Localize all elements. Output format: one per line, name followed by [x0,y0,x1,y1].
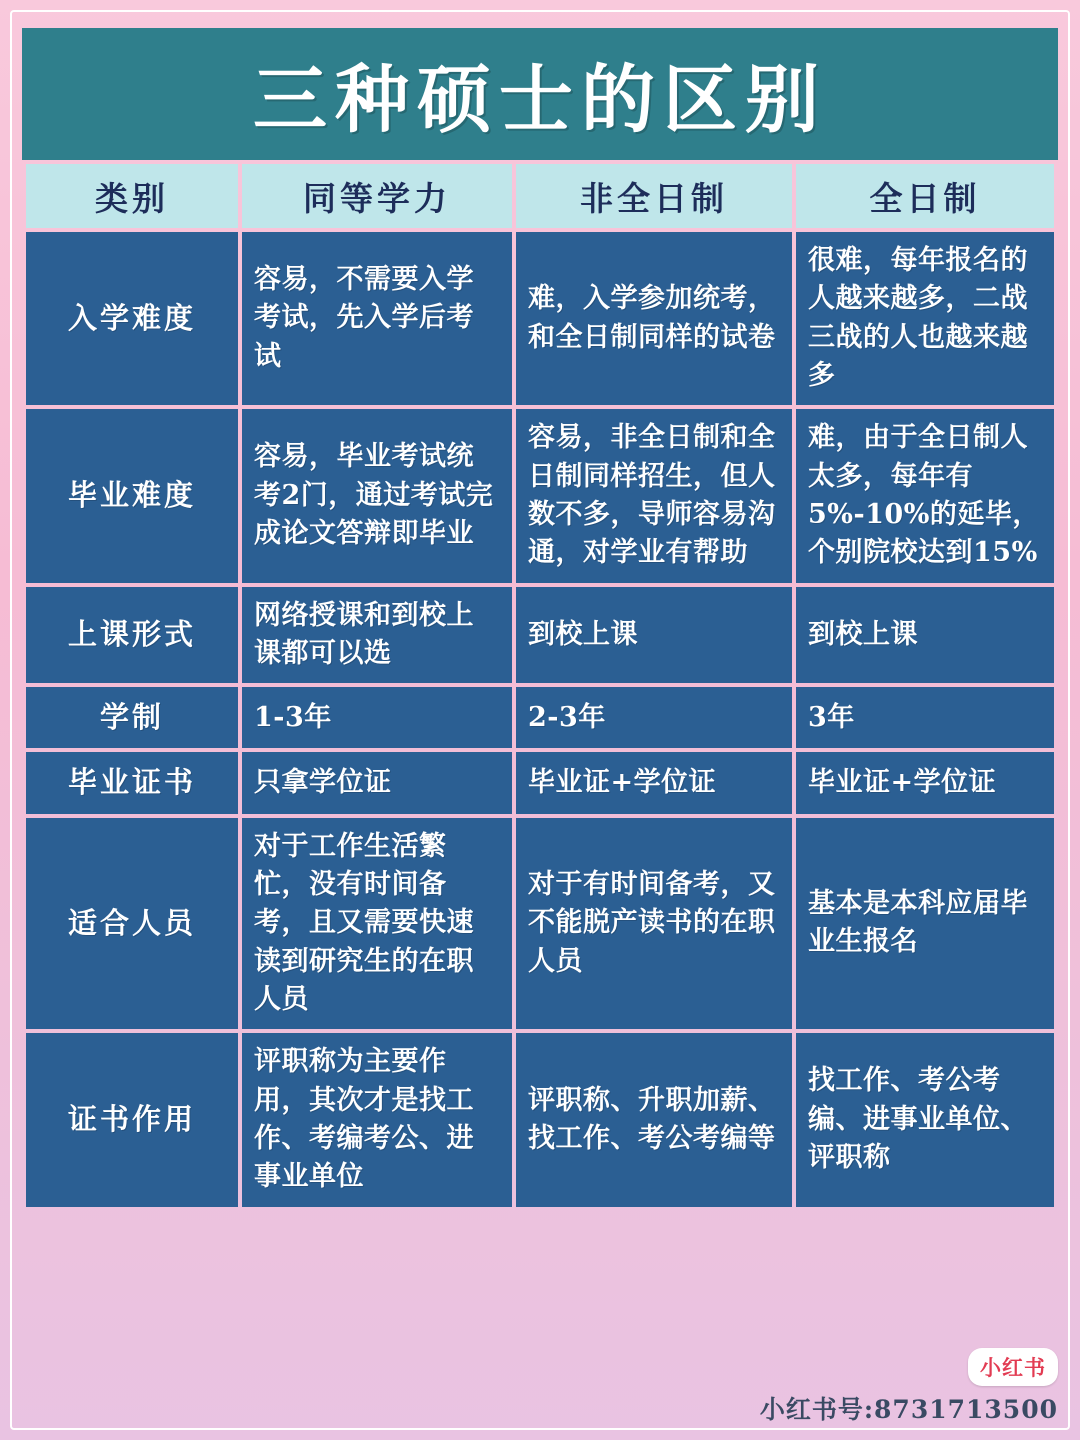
cell-fulltime: 找工作、考公考编、进事业单位、评职称 [796,1033,1054,1206]
cell-equivalent: 评职称为主要作用，其次才是找工作、考编考公、进事业单位 [242,1033,512,1206]
table-row [26,409,1054,582]
column-header-equivalent: 同等学力 [242,164,512,228]
cell-fulltime: 难，由于全日制人太多，每年有5%-10%的延毕，个别院校达到15% [796,409,1054,582]
table-row [26,232,1054,405]
watermark-user-id: 小红书号:8731713500 [759,1395,1058,1424]
cell-parttime: 评职称、升职加薪、找工作、考公考编等 [516,1033,792,1206]
row-label: 适合人员 [26,818,238,1030]
cell-fulltime: 3年 [796,687,1054,748]
row-label: 入学难度 [26,232,238,405]
xiaohongshu-badge: 小红书 [968,1348,1058,1386]
table-row [26,587,1054,684]
cell-equivalent: 容易，毕业考试统考2门，通过考试完成论文答辩即毕业 [242,409,512,582]
page-title: 三种硕士的区别 [253,57,827,143]
column-header-category: 类别 [26,164,238,228]
cell-parttime: 2-3年 [516,687,792,748]
cell-equivalent: 1-3年 [242,687,512,748]
row-label: 毕业证书 [26,752,238,813]
table-row [26,752,1054,813]
comparison-table [22,160,1058,1211]
cell-parttime: 容易，非全日制和全日制同样招生，但人数不多，导师容易沟通，对学业有帮助 [516,409,792,582]
poster-title-bar [22,28,1058,160]
cell-parttime: 对于有时间备考，又不能脱产读书的在职人员 [516,818,792,1030]
cell-equivalent: 网络授课和到校上课都可以选 [242,587,512,684]
cell-parttime: 毕业证+学位证 [516,752,792,813]
cell-equivalent: 对于工作生活繁忙，没有时间备考，且又需要快速读到研究生的在职人员 [242,818,512,1030]
cell-equivalent: 只拿学位证 [242,752,512,813]
cell-fulltime: 基本是本科应届毕业生报名 [796,818,1054,1030]
cell-fulltime: 到校上课 [796,587,1054,684]
cell-parttime: 难，入学参加统考，和全日制同样的试卷 [516,232,792,405]
cell-fulltime: 毕业证+学位证 [796,752,1054,813]
row-label: 证书作用 [26,1033,238,1206]
row-label: 上课形式 [26,587,238,684]
table-row [26,818,1054,1030]
cell-fulltime: 很难，每年报名的人越来越多，二战三战的人也越来越多 [796,232,1054,405]
cell-parttime: 到校上课 [516,587,792,684]
watermark [760,1348,1058,1426]
cell-equivalent: 容易，不需要入学考试，先入学后考试 [242,232,512,405]
table-row [26,1033,1054,1206]
row-label: 学制 [26,687,238,748]
row-label: 毕业难度 [26,409,238,582]
table-row [26,687,1054,748]
column-header-parttime: 非全日制 [516,164,792,228]
column-header-fulltime: 全日制 [796,164,1054,228]
table-header-row [26,164,1054,228]
